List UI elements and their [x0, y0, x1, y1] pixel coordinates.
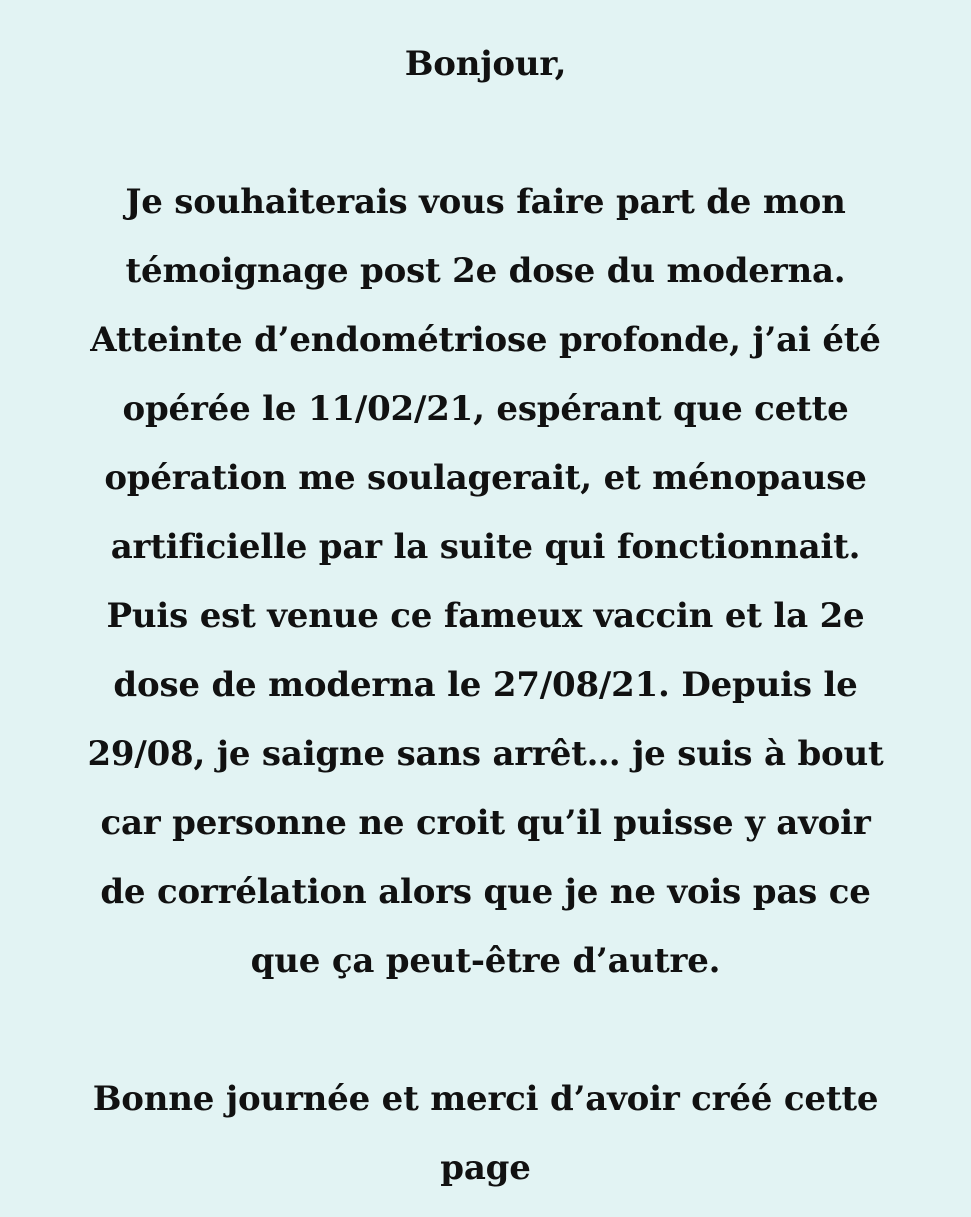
body-line: artificielle par la suite qui fonctionnait. — [110, 527, 861, 567]
body-line: Puis est venue ce fameux vaccin et la 2e — [106, 596, 865, 636]
body-line: témoignage post 2e dose du moderna. — [125, 251, 846, 291]
letter-body — [48, 168, 923, 996]
closing-line: Bonne journée et merci d’avoir créé cette — [92, 1079, 879, 1119]
body-line: Atteinte d’endométriose profonde, j’ai été — [90, 320, 881, 360]
body-line: de corrélation alors que je ne vois pas ce — [100, 872, 871, 912]
body-line: Je souhaiterais vous faire part de mon — [125, 182, 846, 222]
body-line: 29/08, je saigne sans arrêt… je suis à bout — [87, 734, 884, 774]
paragraph-spacer — [48, 99, 923, 168]
body-line: opérée le 11/02/21, espérant que cette — [122, 389, 849, 429]
body-line: que ça peut-être d’autre. — [250, 941, 721, 981]
greeting: Bonjour, — [404, 44, 567, 84]
closing-line: page — [440, 1148, 531, 1188]
body-line: dose de moderna le 27/08/21. Depuis le — [113, 665, 858, 705]
body-line: opération me soulagerait, et ménopause — [104, 458, 867, 498]
body-line: car personne ne croit qu’il puisse y avoir — [100, 803, 871, 843]
paragraph-spacer — [48, 996, 923, 1065]
letter-closing — [48, 1065, 923, 1203]
